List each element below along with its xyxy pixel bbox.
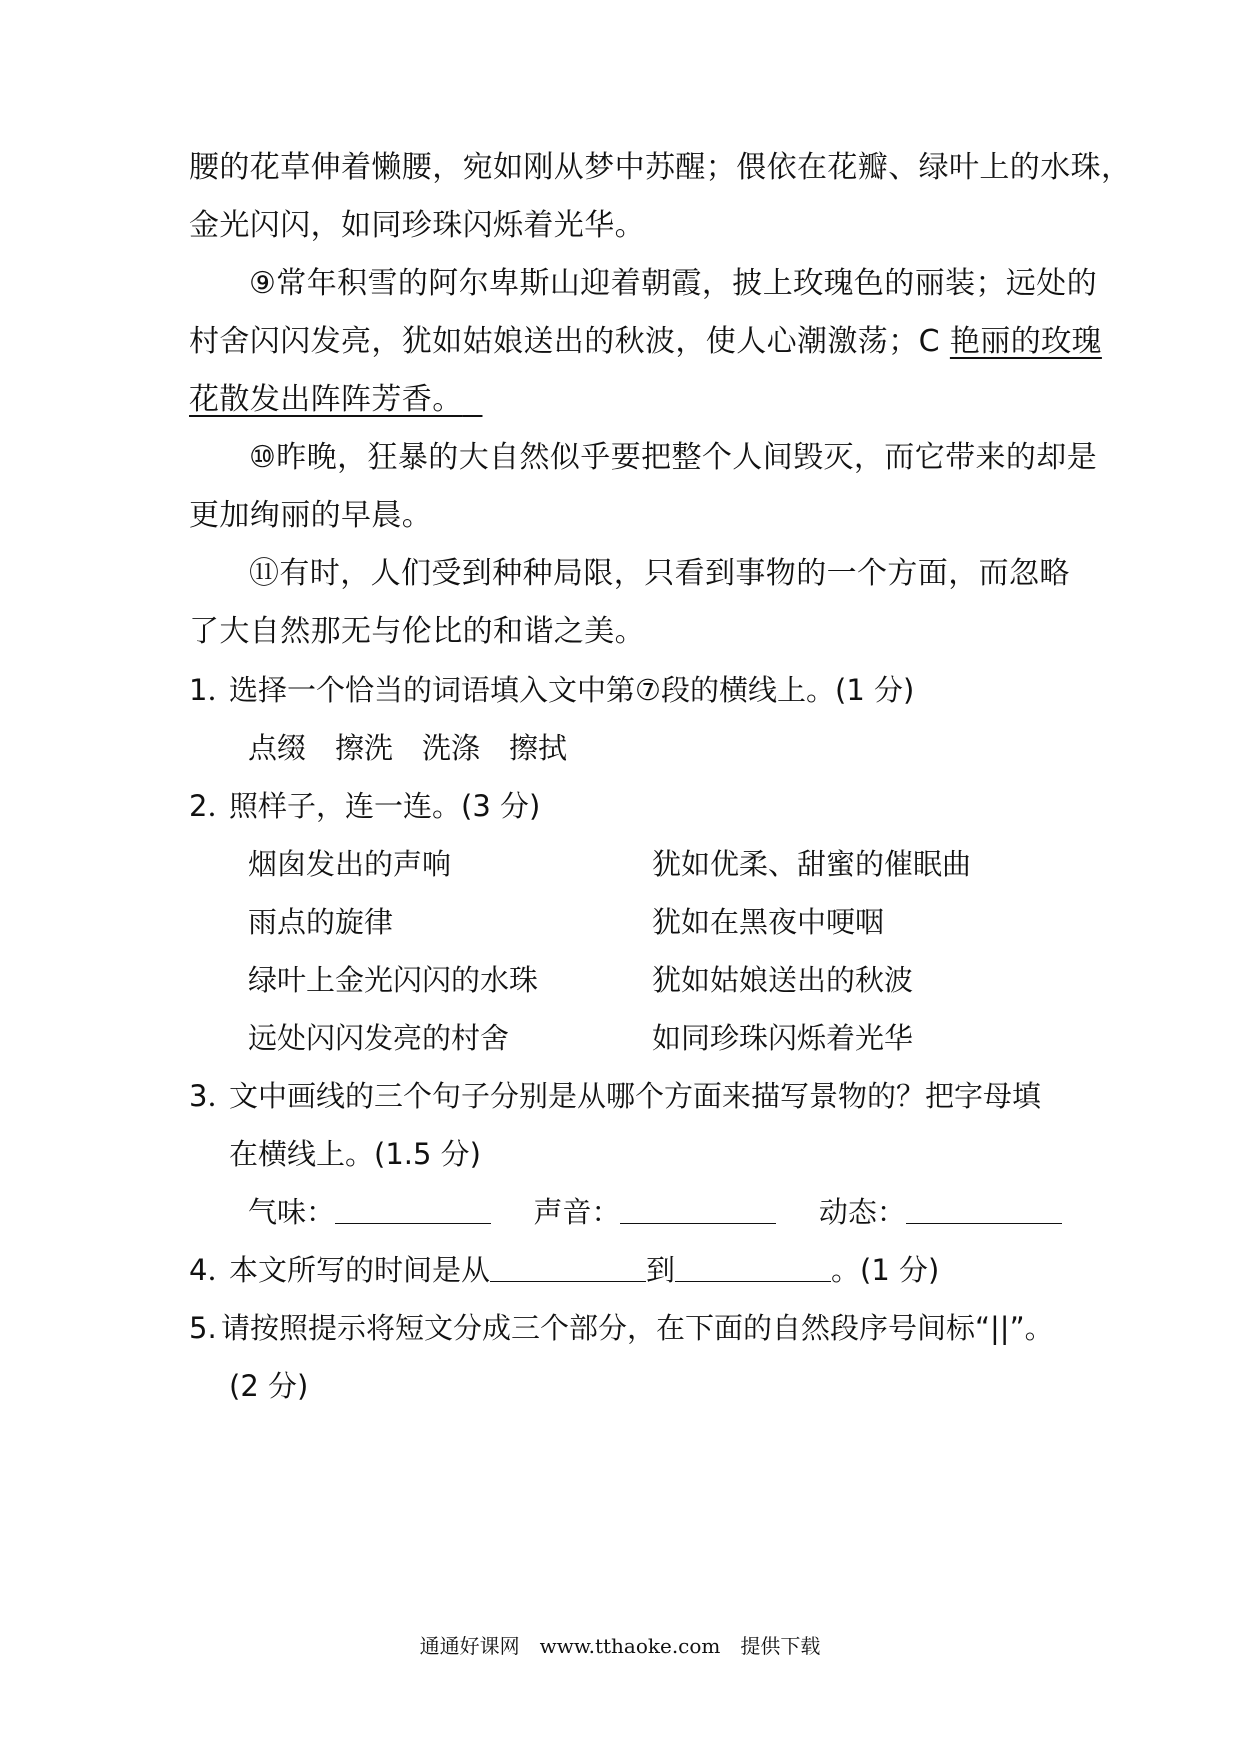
- paragraph-11-line: 了大自然那无与伦比的和谐之美。: [189, 614, 645, 649]
- question-text: 选择一个恰当的词语填入文中第⑦段的横线上。(1 分): [229, 673, 915, 707]
- match-right-item: 如同珍珠闪烁着光华: [652, 1021, 914, 1055]
- sound-label: 声音：: [533, 1195, 621, 1229]
- paragraph-9-line: ⑨常年积雪的阿尔卑斯山迎着朝霞，披上玫瑰色的丽装；远处的: [249, 266, 1098, 301]
- match-right-item: 犹如姑娘送出的秋波: [652, 963, 914, 997]
- question-text: 照样子，连一连。(3 分): [229, 789, 541, 823]
- paragraph-11-line: ⑪有时，人们受到种种局限，只看到事物的一个方面，而忽略: [249, 556, 1070, 591]
- question-number: 4．: [189, 1253, 237, 1287]
- question-5-score: (2 分): [229, 1369, 309, 1403]
- smell-label: 气味：: [248, 1195, 336, 1229]
- question-text: 文中画线的三个句子分别是从哪个方面来描写景物的？把字母填: [229, 1079, 1042, 1113]
- motion-answer-blank[interactable]: [906, 1193, 1062, 1224]
- underlined-sentence-c: 艳丽的玫瑰: [949, 324, 1102, 359]
- start-time-blank[interactable]: [490, 1251, 646, 1282]
- question-text: 到: [646, 1253, 676, 1287]
- question-text: 请按照提示将短文分成三个部分，在下面的自然段序号间标“||”。: [221, 1311, 1054, 1345]
- question-3: [189, 1076, 1041, 1116]
- paragraph-9-line: [189, 322, 1102, 362]
- question-number: 1．: [189, 673, 237, 707]
- paragraph-10-line: ⑩昨晚，狂暴的大自然似乎要把整个人间毁灭，而它带来的却是: [249, 440, 1098, 475]
- footer-watermark: 通通好课网 www.tthaoke.com 提供下载: [419, 1634, 821, 1658]
- question-number: 5.: [189, 1311, 217, 1345]
- question-4: [189, 1250, 939, 1290]
- match-right-item: 犹如在黑夜中哽咽: [652, 905, 885, 939]
- question-score: 。(1 分): [831, 1253, 940, 1287]
- underline-tail: [463, 382, 483, 417]
- question-number: 3．: [189, 1079, 237, 1113]
- question-text: 本文所写的时间是从: [229, 1253, 491, 1287]
- question-1: [189, 670, 914, 710]
- question-3-blanks: [248, 1192, 1062, 1232]
- match-left-item: 雨点的旋律: [248, 905, 394, 939]
- match-right-item: 犹如优柔、甜蜜的催眠曲: [652, 847, 972, 881]
- paragraph-10-line: 更加绚丽的早晨。: [189, 498, 433, 533]
- match-left-item: 绿叶上金光闪闪的水珠: [248, 963, 539, 997]
- paragraph-9-text: 村舍闪闪发亮，犹如姑娘送出的秋波，使人心潮激荡；C: [189, 324, 950, 359]
- motion-label: 动态：: [818, 1195, 906, 1229]
- question-2: [189, 786, 540, 826]
- match-left-item: 烟囱发出的声响: [248, 847, 452, 881]
- passage-line: 金光闪闪，如同珍珠闪烁着光华。: [189, 208, 645, 243]
- paragraph-9-line: [189, 380, 482, 420]
- question-number: 2．: [189, 789, 237, 823]
- underlined-sentence-c: 花散发出阵阵芳香。: [189, 382, 463, 417]
- sound-answer-blank[interactable]: [620, 1193, 776, 1224]
- question-3-text-cont: 在横线上。(1.5 分): [229, 1137, 481, 1171]
- smell-answer-blank[interactable]: [335, 1193, 491, 1224]
- question-5: [189, 1308, 1054, 1348]
- passage-line: 腰的花草伸着懒腰，宛如刚从梦中苏醒；偎依在花瓣、绿叶上的水珠，: [189, 150, 1132, 185]
- match-left-item: 远处闪闪发亮的村舍: [248, 1021, 510, 1055]
- question-1-options: 点缀 擦洗 洗涤 擦拭: [248, 731, 568, 765]
- end-time-blank[interactable]: [675, 1251, 831, 1282]
